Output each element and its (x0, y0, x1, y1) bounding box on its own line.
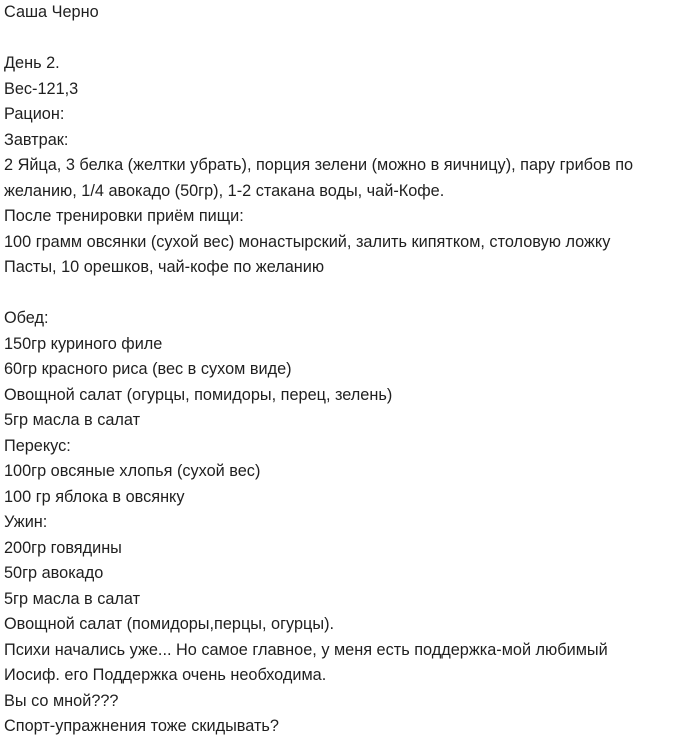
blank-line (4, 26, 694, 52)
post-workout-heading: После тренировки приём пищи: (4, 207, 244, 225)
lunch-item: 5гр масла в салат (4, 411, 141, 429)
diet-heading: Рацион: (4, 105, 65, 123)
snack-item: 100 гр яблока в овсянку (4, 487, 185, 506)
snack-heading: Перекус: (4, 436, 71, 455)
blank-line (4, 281, 694, 307)
breakfast-line: желанию, 1/4 авокадо (50гр), 1-2 стакана воды, чай-Кофе. (4, 181, 445, 200)
breakfast-heading: Завтрак: (4, 130, 69, 149)
question-line: Вы со мной??? (4, 691, 119, 710)
lunch-item: 150гр куриного филе (4, 334, 163, 353)
weight-line: Вес-121,3 (4, 79, 79, 98)
breakfast-line: 2 Яйца, 3 белка (желтки убрать), порция зелени (можно в яичницу), пару грибов по (4, 156, 634, 174)
dinner-item: 5гр масла в салат (4, 589, 141, 608)
author-name: Саша Черно (4, 3, 99, 21)
note-line: Психи начались уже... Но самое главное, у меня есть поддержка-мой любимый (4, 640, 608, 659)
dinner-item: Овощной салат (помидоры,перцы, огурцы). (4, 615, 335, 633)
day-heading: День 2. (4, 54, 60, 72)
note-line: Иосиф. его Поддержка очень необходима. (4, 666, 327, 684)
lunch-item: 60гр красного риса (вес в сухом виде) (4, 360, 292, 378)
dinner-item: 200гр говядины (4, 538, 122, 557)
question-line: Спорт-упражнения тоже скидывать? (4, 717, 279, 735)
lunch-item: Овощной салат (огурцы, помидоры, перец, зелень) (4, 385, 393, 404)
snack-item: 100гр овсяные хлопья (сухой вес) (4, 462, 261, 480)
document-body (4, 0, 694, 740)
dinner-heading: Ужин: (4, 513, 48, 531)
post-workout-line: 100 грамм овсянки (сухой вес) монастырский, залить кипятком, столовую ложку (4, 232, 611, 251)
lunch-heading: Обед: (4, 309, 49, 327)
post-workout-line: Пасты, 10 орешков, чай-кофе по желанию (4, 258, 325, 276)
dinner-item: 50гр авокадо (4, 564, 104, 582)
